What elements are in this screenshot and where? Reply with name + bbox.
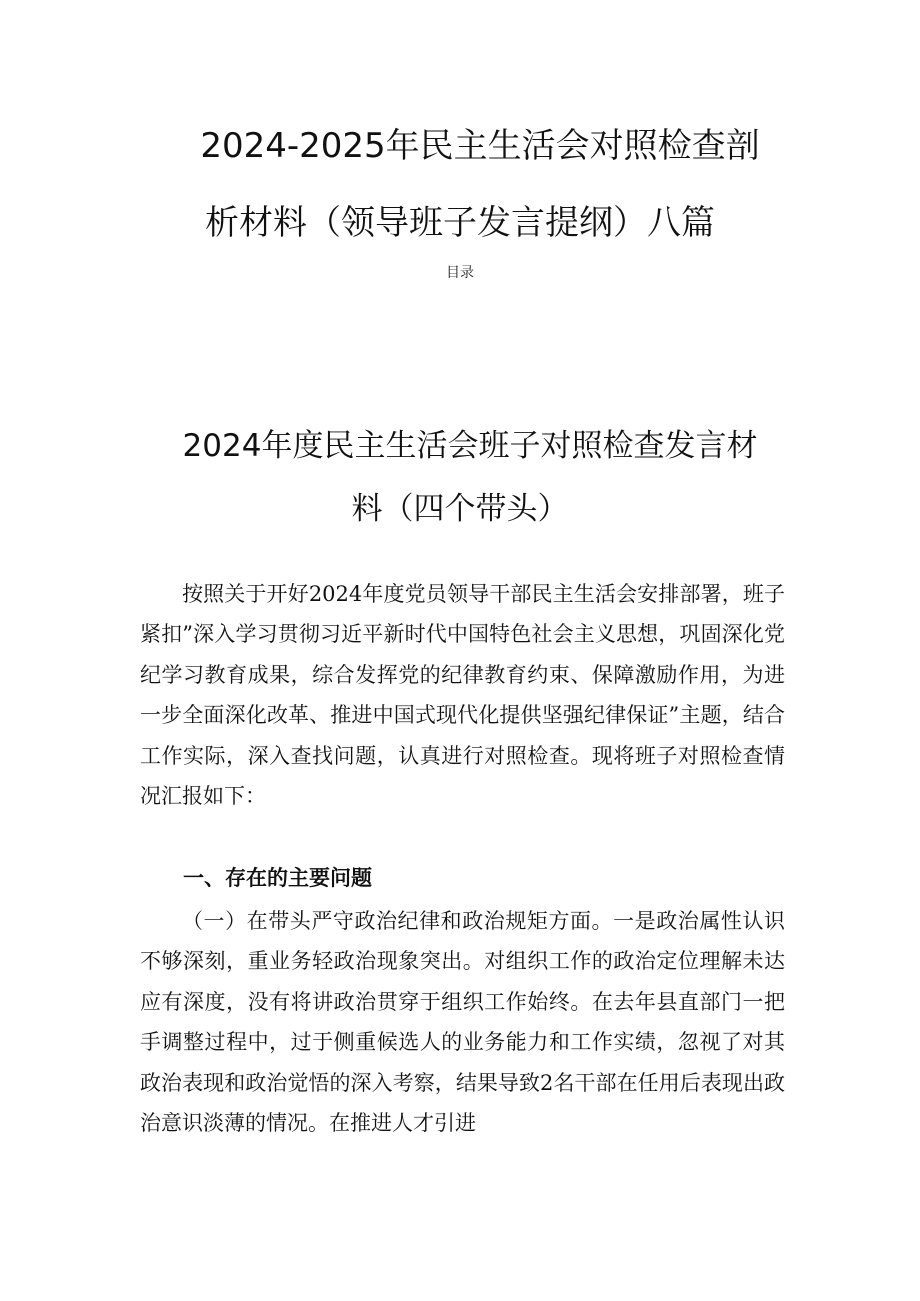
section-title-line-2: 料（四个带头） [351, 491, 569, 527]
toc-label: 目录 [446, 265, 474, 281]
document-title-line-1: 2024-2025年民主生活会对照检查剖 [200, 126, 760, 166]
section-title-line-1: 2024年度民主生活会班子对照检查发言材 [182, 428, 758, 464]
body-paragraph-1: （一）在带头严守政治纪律和政治规矩方面。一是政治属性认识不够深刻，重业务轻政治现象突出。对组织工作的政治定位理解未达应有深度，没有将讲政治贯穿于组织工作始终。在去年县直部门一把手调整过程中，过于侧重候选人的业务能力和工作实绩，忽视了对其政治表现和政治觉悟的深入考察，结果导致2名干部在任用后表现出政治意识淡薄的情况。在推进人才引进 [140, 909, 785, 1136]
heading-main-problems: 一、存在的主要问题 [183, 866, 372, 890]
intro-paragraph: 按照关于开好2024年度党员领导干部民主生活会安排部署，班子紧扣”深入学习贯彻习近平新时代中国特色社会主义思想，巩固深化党纪学习教育成果，综合发挥党的纪律教育约束、保障激励作用，为进一步全面深化改革、推进中国式现代化提供坚强纪律保证”主题，结合工作实际，深入查找问题，认真进行对照检查。现将班子对照检查情况汇报如下： [140, 582, 785, 809]
document-title-line-2: 析材料（领导班子发言提纲）八篇 [205, 203, 715, 243]
